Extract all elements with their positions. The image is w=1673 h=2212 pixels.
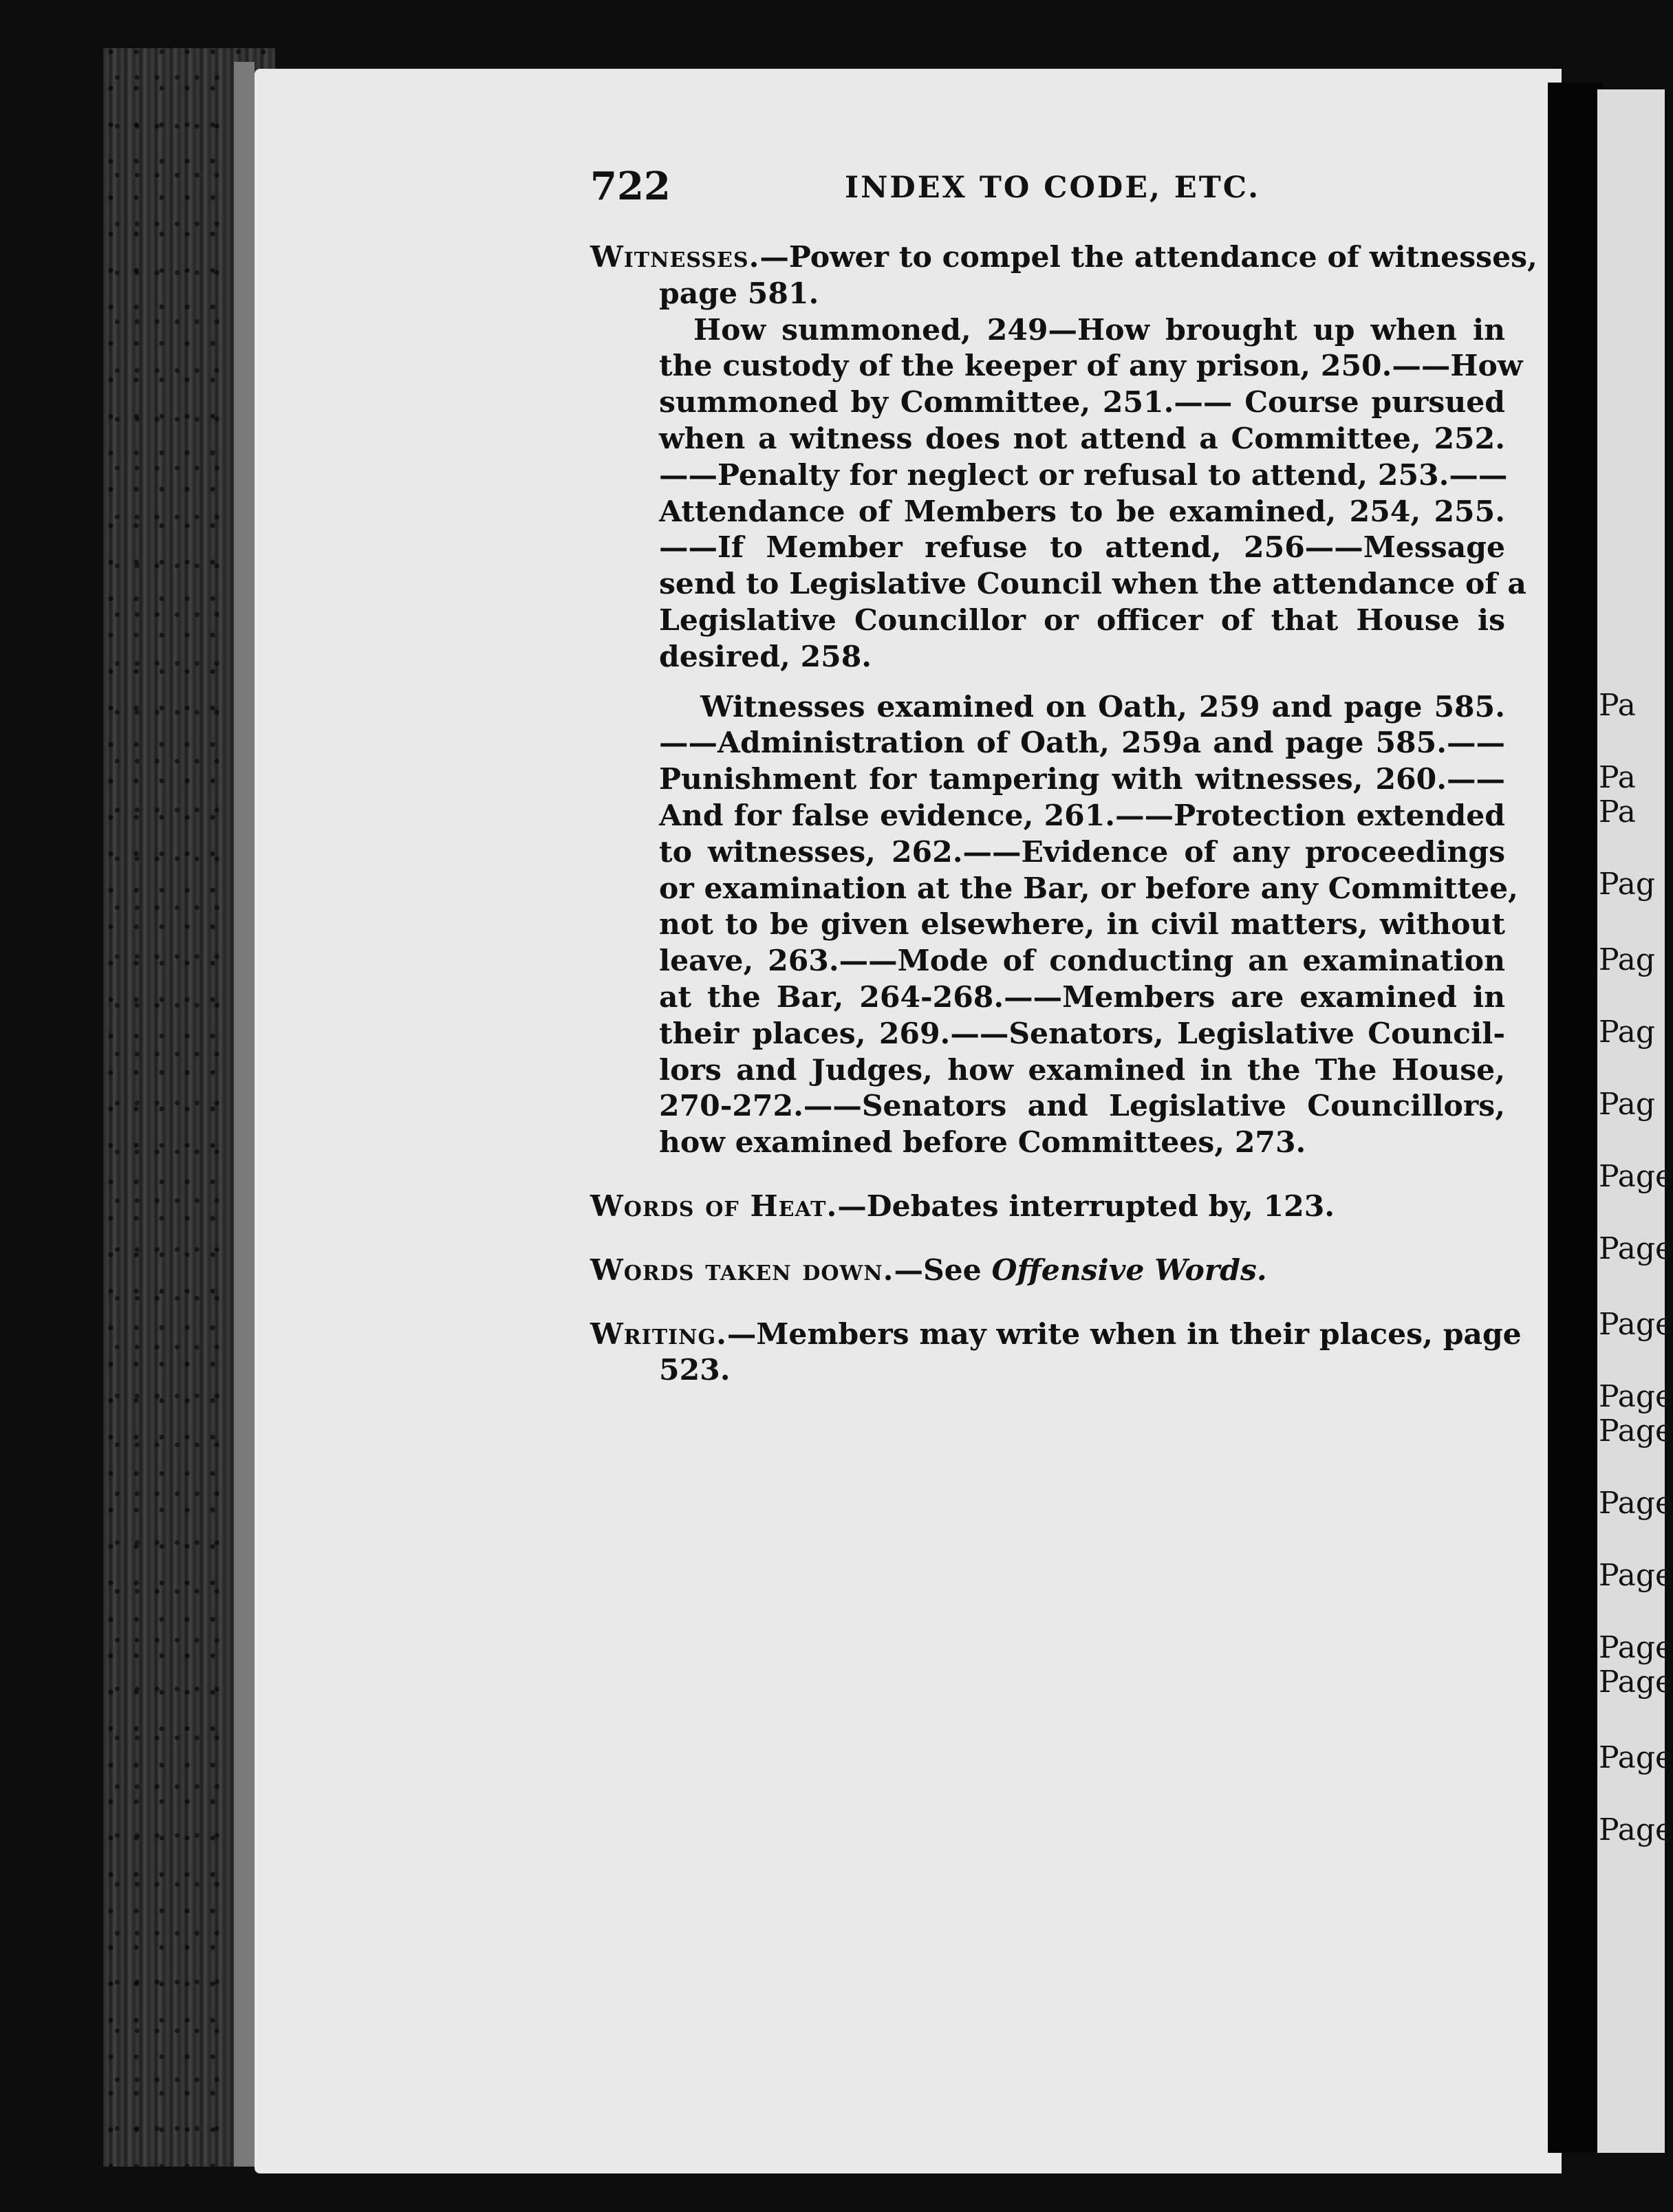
index-text: [590, 239, 1537, 1389]
entry-words-of-heat: [590, 1189, 1505, 1225]
next-page-word: Page: [1599, 1413, 1673, 1449]
entry-line: leave, 263.——Mode of conducting an examination: [659, 944, 1505, 979]
entry-line: desired, 258.: [659, 639, 872, 674]
page-number: 722: [590, 164, 671, 209]
entry-line: not to be given elsewhere, in civil matters, without: [659, 907, 1505, 942]
next-page-word: Pa: [1599, 760, 1636, 795]
entry-line: How summoned, 249—How brought up when in: [693, 312, 1505, 347]
entry-line: Punishment for tampering with witnesses, 260.——: [659, 762, 1505, 797]
entry-gap: [590, 1161, 1505, 1189]
next-page-word: Page: [1599, 1379, 1673, 1414]
entry-words-taken-down: [590, 1253, 1505, 1289]
next-page-word: Pa: [1599, 794, 1636, 830]
entry-heading: Words taken down.: [590, 1253, 894, 1288]
entry-line: at the Bar, 264-268.——Members are examined in: [659, 979, 1505, 1015]
next-page-word: Page: [1599, 1812, 1673, 1847]
entry-line: or examination at the Bar, or before any Committee,: [659, 871, 1518, 906]
entry-line: 523.: [659, 1353, 731, 1388]
entry-line: Attendance of Members to be examined, 254, 255.: [659, 494, 1505, 529]
entry-text: —Debates interrupted by, 123.: [837, 1189, 1335, 1224]
entry-line: ——If Member refuse to attend, 256——Message: [659, 530, 1505, 565]
entry-text: —See: [894, 1253, 992, 1288]
next-page-word: Pa: [1599, 688, 1636, 723]
next-page-word: Page: [1599, 1740, 1673, 1775]
next-page-word: Page: [1599, 1231, 1673, 1266]
next-page-word: Page: [1599, 1558, 1673, 1593]
entry-heading: Witnesses.: [590, 240, 760, 274]
entry-line: their places, 269.——Senators, Legislative Council-: [659, 1016, 1505, 1051]
entry-writing: [590, 1316, 1522, 1389]
entry-witnesses: [590, 239, 1537, 1161]
entry-first-line: [590, 1316, 1522, 1353]
page-header: [590, 164, 1505, 212]
cross-reference: Offensive Words.: [991, 1253, 1267, 1288]
entry-first-line: [590, 239, 1537, 276]
entry-line: Witnesses examined on Oath, 259 and page 585.: [700, 689, 1505, 724]
entry-line: summoned by Committee, 251.—— Course pursued: [659, 385, 1505, 420]
entry-line: to witnesses, 262.——Evidence of any proceedings: [659, 834, 1505, 869]
entry-line: 270-272.——Senators and Legislative Councillors,: [659, 1089, 1505, 1124]
entry-line: lors and Judges, how examined in the The House,: [659, 1052, 1505, 1087]
entry-gap: [590, 1289, 1505, 1316]
next-page-word: Pag: [1599, 867, 1656, 902]
entry-line: the custody of the keeper of any prison, 250.——How: [659, 349, 1523, 384]
next-page-word: Page: [1599, 1630, 1673, 1665]
next-page-word: Page: [1599, 1665, 1673, 1700]
next-page-word: Pag: [1599, 942, 1656, 977]
next-page-word: Page: [1599, 1159, 1673, 1194]
entry-line: ——Administration of Oath, 259a and page 585.——: [659, 726, 1505, 761]
running-head: INDEX TO CODE, ETC.: [845, 171, 1261, 205]
entry-first-line: [590, 1189, 1505, 1225]
entry-text: —Power to compel the attendance of witnesses,: [759, 240, 1537, 274]
entry-heading: Words of Heat.: [590, 1189, 838, 1224]
entry-line: when a witness does not attend a Committee, 252.: [659, 421, 1505, 456]
entry-heading: Writing.: [590, 1316, 727, 1352]
entry-line: how examined before Committees, 273.: [659, 1125, 1306, 1160]
book-gutter: [1548, 83, 1603, 2153]
next-page-word: Pag: [1599, 1015, 1656, 1050]
next-page-margin: [1597, 89, 1673, 2153]
entry-text: —Members may write when in their places, page: [726, 1316, 1522, 1352]
entry-line: ——Penalty for neglect or refusal to attend, 253.——: [659, 457, 1508, 492]
page-edge-stripe: [234, 62, 255, 2167]
entry-gap: [590, 1225, 1505, 1253]
entry-line: send to Legislative Council when the attendance of a: [659, 567, 1526, 602]
entry-line: Legislative Councillor or officer of that House is: [659, 603, 1505, 638]
next-page-word: Page: [1599, 1307, 1673, 1342]
next-page-word: Pag: [1599, 1087, 1656, 1122]
entry-line: And for false evidence, 261.——Protection extended: [659, 798, 1505, 833]
paragraph-gap: [590, 675, 1505, 689]
next-page-word: Page: [1599, 1486, 1673, 1521]
entry-first-line: [590, 1253, 1505, 1289]
entry-line: page 581.: [659, 276, 819, 311]
